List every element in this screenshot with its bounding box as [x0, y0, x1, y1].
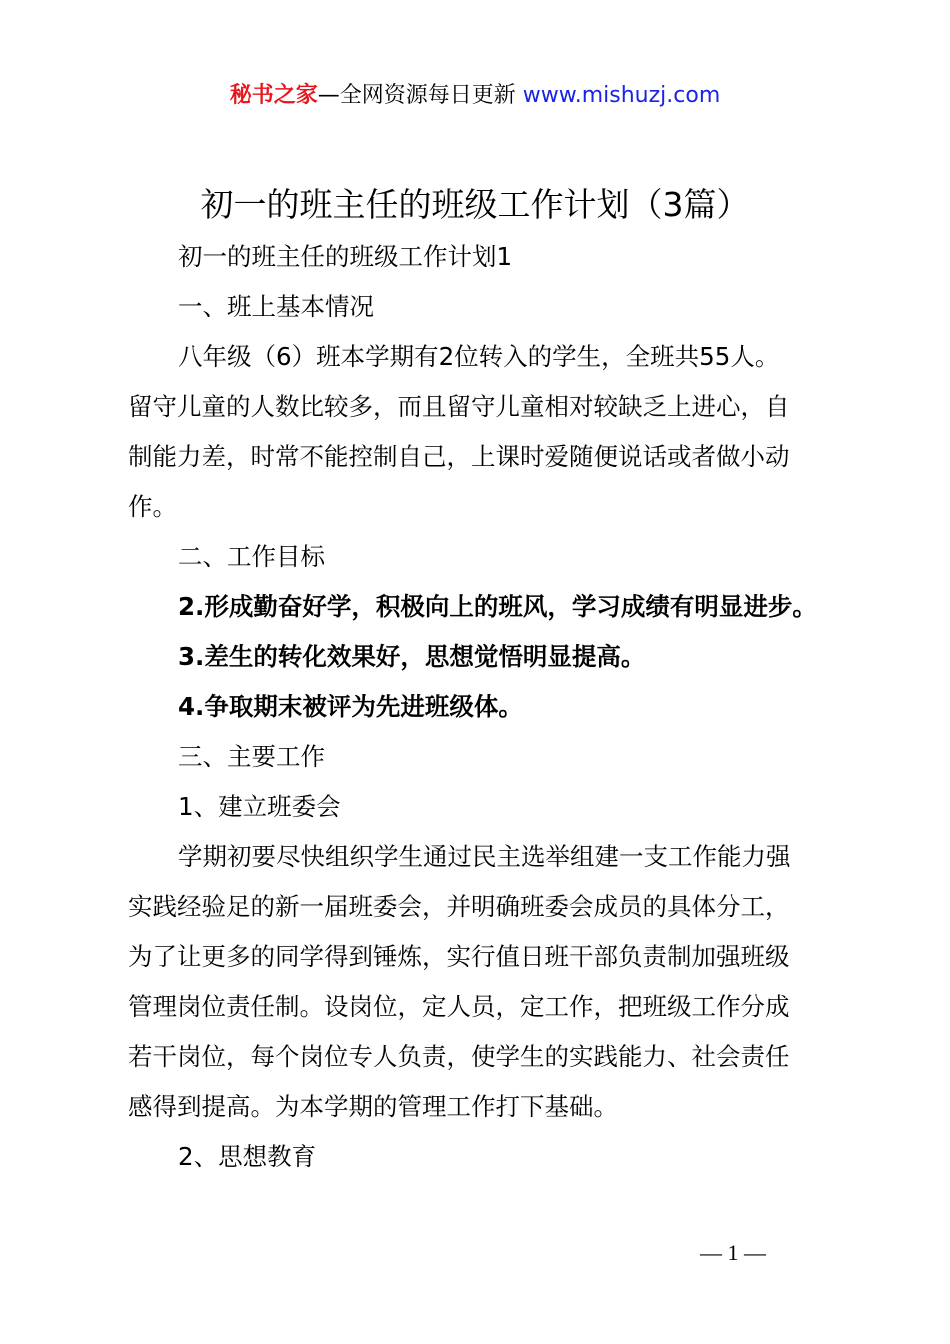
section-heading-basic-situation: 一、班上基本情况: [178, 292, 374, 321]
site-header: [0, 80, 950, 112]
paragraph-line: 制能力差，时常不能控制自己，上课时爱随便说话或者做小动: [128, 442, 790, 471]
goal-item: 3.差生的转化效果好，思想觉悟明显提高。: [178, 642, 646, 671]
goals-list: [128, 582, 833, 732]
document-body: [128, 232, 833, 1182]
paragraph-line: 若干岗位，每个岗位专人负责，使学生的实践能力、社会责任: [128, 1042, 790, 1071]
site-tagline: —全网资源每日更新: [317, 83, 523, 108]
paragraph-line: 实践经验足的新一届班委会，并明确班委会成员的具体分工，: [128, 892, 790, 921]
document-title: 初一的班主任的班级工作计划（3篇）: [200, 185, 750, 224]
paragraph-class-overview: [128, 332, 833, 532]
item-heading-class-committee: 1、建立班委会: [178, 792, 341, 821]
goal-item: 4.争取期末被评为先进班级体。: [178, 692, 523, 721]
document-subtitle: 初一的班主任的班级工作计划1: [178, 242, 513, 271]
site-url-link[interactable]: www.mishuzj.com: [522, 83, 721, 108]
paragraph-line: 为了让更多的同学得到锤炼，实行值日班干部负责制加强班级: [128, 942, 790, 971]
section-heading-work-goals: 二、工作目标: [178, 542, 325, 571]
paragraph-line: 感得到提高。为本学期的管理工作打下基础。: [128, 1092, 618, 1121]
item-heading-ideological-education: 2、思想教育: [178, 1142, 317, 1171]
paragraph-line: 作。: [128, 492, 177, 521]
paragraph-line: 留守儿童的人数比较多，而且留守儿童相对较缺乏上进心，自: [128, 392, 790, 421]
goal-item: 2.形成勤奋好学，积极向上的班风，学习成绩有明显进步。: [178, 592, 817, 621]
paragraph-line: 八年级（6）班本学期有2位转入的学生，全班共55人。: [178, 342, 780, 371]
site-brand: 秘书之家: [229, 83, 318, 108]
section-heading-main-work: 三、主要工作: [178, 742, 325, 771]
paragraph-class-committee: [128, 832, 833, 1132]
paragraph-line: 学期初要尽快组织学生通过民主选举组建一支工作能力强: [178, 842, 791, 871]
page-number: — 1 —: [700, 1240, 766, 1265]
paragraph-line: 管理岗位责任制。设岗位，定人员，定工作，把班级工作分成: [128, 992, 790, 1021]
